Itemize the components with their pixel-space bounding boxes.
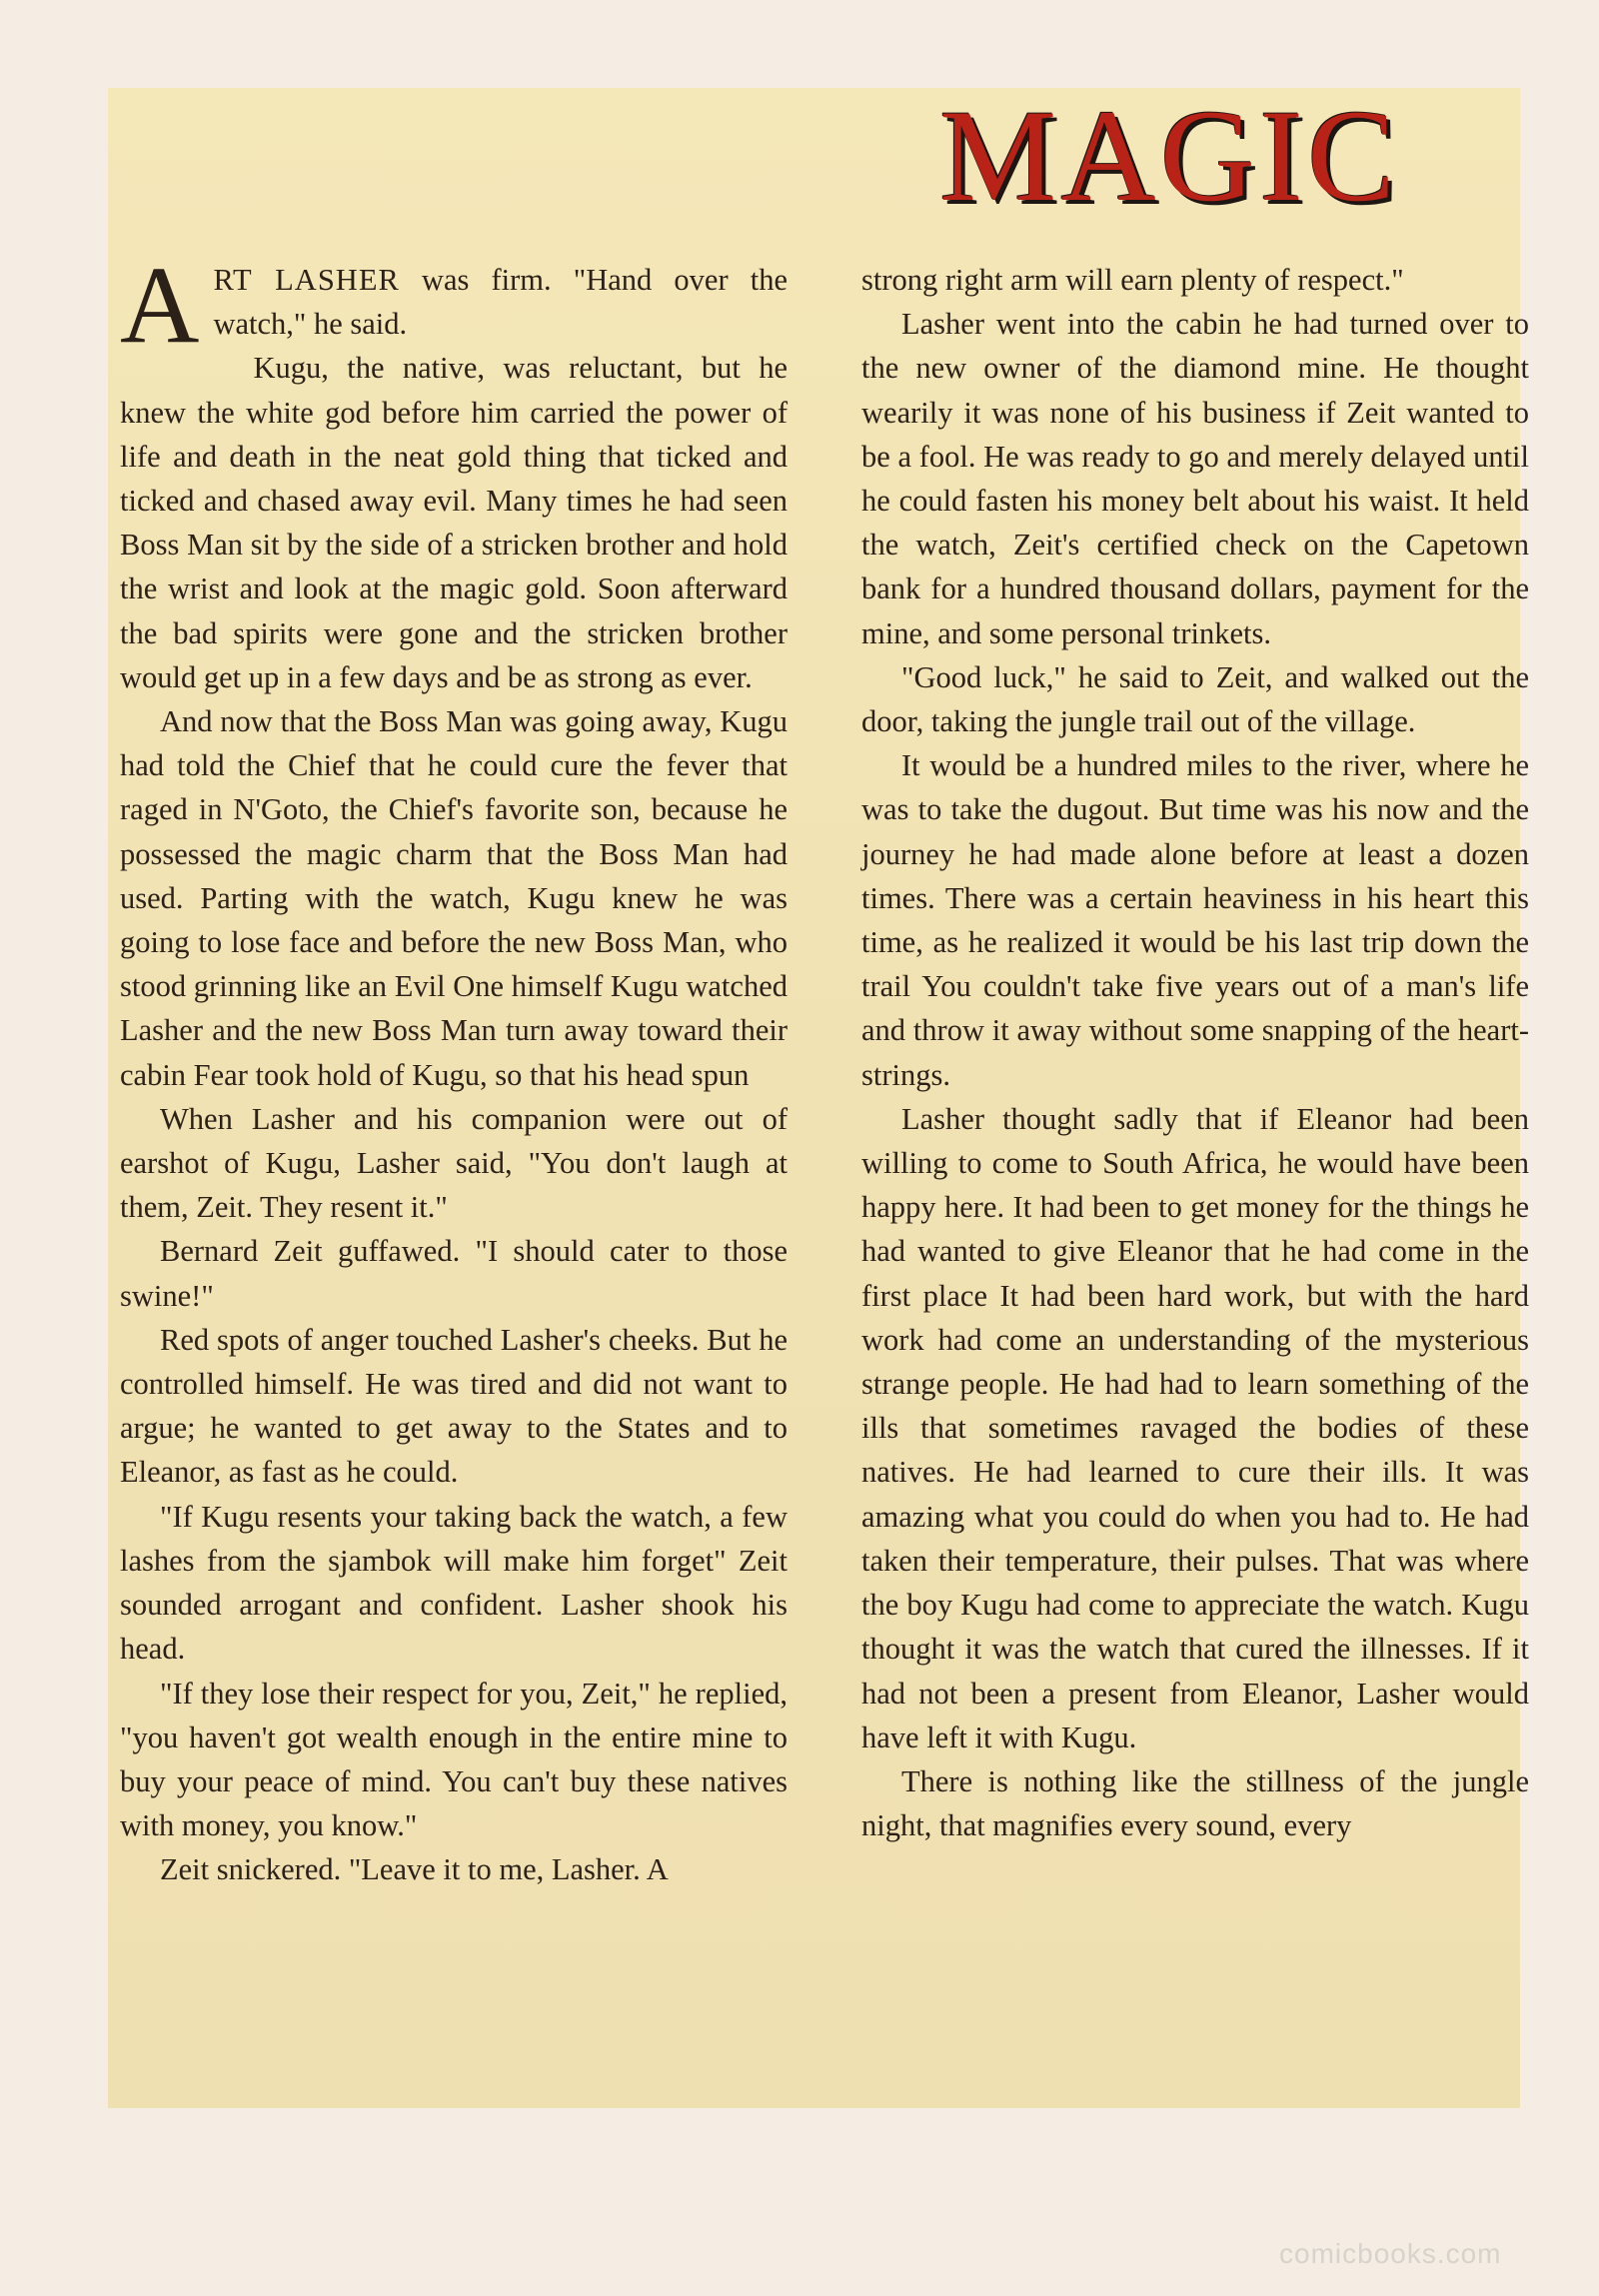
story-title: MAGIC bbox=[939, 82, 1400, 229]
paragraph: "If Kugu resents your taking back the watch, a few lashes from the sjambok will make him forget" Zeit sounded arrogant and confident. Lasher shook his head. bbox=[120, 1499, 788, 1667]
paragraph: Red spots of anger touched Lasher's cheeks. But he controlled himself. He was tired and did not want to argue; he wanted to get away to the States and to Eleanor, as fast as he could. bbox=[120, 1322, 788, 1490]
opening-paragraph bbox=[120, 244, 788, 366]
paragraph: Bernard Zeit guffawed. "I should cater to those swine!" bbox=[120, 1234, 788, 1313]
drop-cap: A bbox=[120, 244, 200, 366]
paragraph: When Lasher and his companion were out of earshot of Kugu, Lasher said, "You don't laugh at them, Zeit. They resent it." bbox=[120, 1101, 788, 1225]
site-watermark: comicbooks.com bbox=[1279, 2238, 1502, 2269]
paragraph: There is nothing like the stillness of the jungle night, that magnifies every sound, every bbox=[861, 1763, 1529, 1843]
paragraph: Lasher thought sadly that if Eleanor had been willing to come to South Africa, he would have been happy here. It had been to get money for the things he had wanted to give Eleanor that he had come in the first place It had been hard work, but with the hard work had come an understanding of the mysterious strange people. He had had to learn something of the ills that sometimes ravaged the bodies of these natives. He had learned to cure their ills. It was amazing what you could do when you had to. He had taken their temperature, their pulses. That was where the boy Kugu had come to appreciate the watch. Kugu thought it was the watch that cured the illnesses. If it had not been a present from Eleanor, Lasher would have left it with Kugu. bbox=[861, 1101, 1529, 1754]
paragraph: Kugu, the native, was reluctant, but he knew the white god before him carried the power of life and death in the neat gold thing that ticked and ticked and chased away evil. Many times he had seen Boss Man sit by the side of a stricken brother and hold the wrist and look at the magic gold. Soon afterward the bad spirits were gone and the stricken brother would get up in a few days and be as strong as ever. bbox=[120, 351, 788, 694]
paragraph: "If they lose their respect for you, Zeit," he replied, "you haven't got wealth enough in the entire mine to buy your peace of mind. You can't buy these natives with money, you know." bbox=[120, 1676, 788, 1843]
paragraph: Zeit snickered. "Leave it to me, Lasher. A bbox=[160, 1852, 669, 1887]
right-text-column bbox=[861, 258, 1529, 1847]
paragraph: Lasher went into the cabin he had turned over to the new owner of the diamond mine. He thought wearily it was none of his business if Zeit wanted to be a fool. He was ready to go and merely delayed until he could fasten his money belt about his waist. It held the watch, Zeit's certified check on the Capetown bank for a hundred thousand dollars, payment for the mine, and some personal trinkets. bbox=[861, 307, 1529, 650]
paragraph: strong right arm will earn plenty of respect." bbox=[861, 263, 1404, 297]
paragraph: It would be a hundred miles to the river, where he was to take the dugout. But time was his now and the journey he had made alone before at least a dozen times. There was a certain heaviness in his heart this time, as he realized it would be his last trip down the trail You couldn't take five years out of a man's life and throw it away without some snapping of the heart-strings. bbox=[861, 748, 1529, 1092]
paragraph: "Good luck," he said to Zeit, and walked out the door, taking the jungle trail out of the village. bbox=[861, 659, 1529, 739]
lead-in-smallcaps: RT LASHER bbox=[213, 263, 400, 297]
paragraph: And now that the Boss Man was going away, Kugu had told the Chief that he could cure the fever that raged in N'Goto, the Chief's favorite son, because he possessed the magic charm that the Boss Man had used. Parting with the watch, Kugu knew he was going to lose face and before the new Boss Man, who stood grinning like an Evil One himself Kugu watched Lasher and the new Boss Man turn away toward their cabin Fear took hold of Kugu, so that his head spun bbox=[120, 704, 788, 1092]
opening-text: was firm. "Hand over the watch," he said. bbox=[213, 263, 788, 342]
left-text-column bbox=[120, 244, 788, 1892]
